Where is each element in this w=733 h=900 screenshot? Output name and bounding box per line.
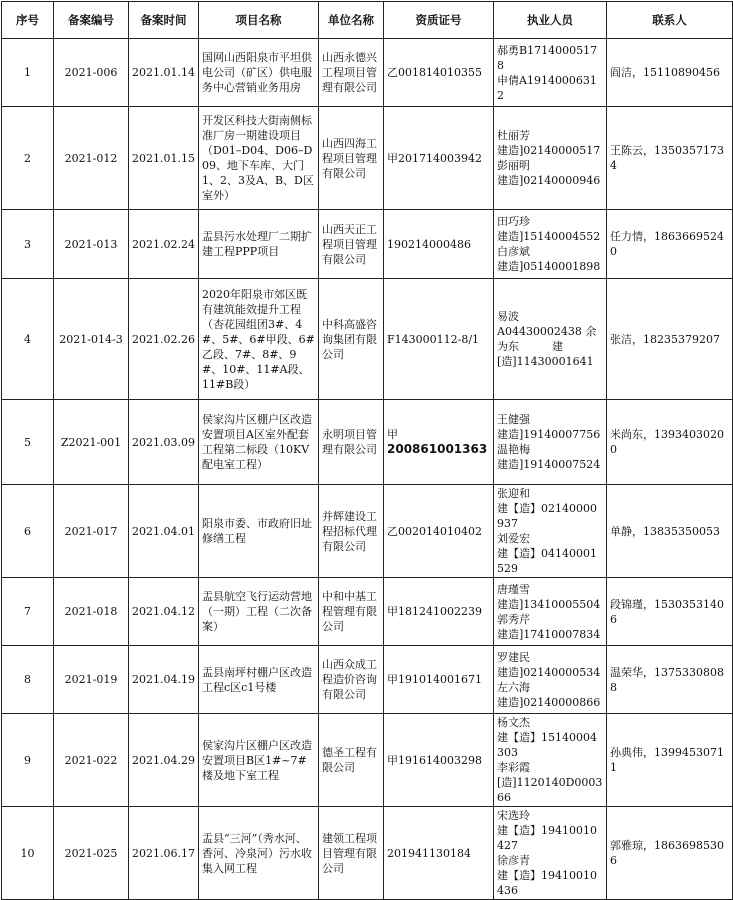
header-date: 备案时间 [129, 2, 199, 39]
record-code: Z2021-001 [54, 400, 129, 485]
practitioner-line: 张迎和 [497, 487, 530, 500]
practitioner-line: 建造]19140007756 [497, 428, 601, 441]
record-date: 2021.02.24 [129, 210, 199, 279]
contact: 单静，13835350053 [607, 485, 733, 578]
header-unit: 单位名称 [319, 2, 384, 39]
practitioner-line: 杜丽芳 [497, 129, 530, 142]
unit-name: 建领工程项目管理有限公司 [319, 807, 384, 900]
cert-number: 甲201714003942 [384, 107, 494, 210]
row-number: 2 [2, 107, 54, 210]
practitioner-line: 建造]02140000866 [497, 695, 601, 709]
row-number: 6 [2, 485, 54, 578]
cert-number: F143000112-8/1 [384, 279, 494, 400]
practitioner-line: 唐瑾雪 [497, 582, 530, 596]
practitioner-line: 李彩霞 [497, 761, 530, 774]
table-row [2, 400, 733, 485]
project-name: 盂县“三河”（秀水河、香河、冷泉河）污水收集入网工程 [199, 807, 319, 900]
table-row [2, 578, 733, 646]
table-row [2, 646, 733, 714]
practitioners [494, 279, 607, 400]
cert-number: 190214000486 [384, 210, 494, 279]
unit-name: 永明项目管理有限公司 [319, 400, 384, 485]
table-row [2, 714, 733, 807]
practitioner-line: 建造]02140000946 [497, 174, 601, 187]
record-date: 2021.04.12 [129, 578, 199, 646]
practitioner-line: 王健强 [497, 413, 530, 426]
practitioners [494, 807, 607, 900]
record-code: 2021-017 [54, 485, 129, 578]
row-number: 10 [2, 807, 54, 900]
table-row [2, 279, 733, 400]
practitioners [494, 714, 607, 807]
practitioner-line: 刘爱宏 [497, 532, 530, 545]
project-name: 侯家沟片区棚户区改造安置项目B区1#~7#楼及地下室工程 [199, 714, 319, 807]
practitioners [494, 210, 607, 279]
record-code: 2021-019 [54, 646, 129, 714]
record-date: 2021.04.29 [129, 714, 199, 807]
unit-name: 中科高盛咨询集团有限公司 [319, 279, 384, 400]
contact: 任力情，18636695240 [607, 210, 733, 279]
practitioner-line: 宋选玲 [497, 809, 530, 822]
cert-number: 乙001814010355 [384, 39, 494, 107]
practitioner-line: 建造]15140004552 [497, 230, 601, 243]
record-date: 2021.06.17 [129, 807, 199, 900]
record-date: 2021.01.15 [129, 107, 199, 210]
header-cert: 资质证号 [384, 2, 494, 39]
unit-name: 山西永德兴工程项目管理有限公司 [319, 39, 384, 107]
header-code: 备案编号 [54, 2, 129, 39]
practitioners [494, 578, 607, 646]
practitioner-line: 建造]02140000517 [497, 144, 601, 157]
practitioner-line: [造]1120140D000366 [497, 776, 603, 804]
practitioner-line: 彭丽明 [497, 159, 530, 172]
practitioners [494, 646, 607, 714]
practitioner-line: 建造]19140007524 [497, 458, 601, 471]
practitioners [494, 400, 607, 485]
practitioners [494, 485, 607, 578]
contact: 段锦瑾，15303531406 [607, 578, 733, 646]
practitioner-line: 建造]05140001898 [497, 260, 601, 273]
contact: 阎洁，15110890456 [607, 39, 733, 107]
practitioner-line: 罗建民 [497, 650, 530, 664]
record-code: 2021-012 [54, 107, 129, 210]
practitioner-line: 徐彦青 [497, 854, 530, 867]
unit-name: 并辉建设工程招标代理有限公司 [319, 485, 384, 578]
header-contact: 联系人 [607, 2, 733, 39]
project-name: 阳泉市委、市政府旧址修缮工程 [199, 485, 319, 578]
table-row [2, 210, 733, 279]
row-number: 1 [2, 39, 54, 107]
project-name: 盂县航空飞行运动营地（一期）工程（二次备案） [199, 578, 319, 646]
contact: 张洁，18235379207 [607, 279, 733, 400]
practitioner-line: 温艳梅 [497, 443, 530, 456]
project-name: 开发区科技大街南侧标准厂房一期建设项目（D01–D04、D06–D09、地下车库、大门1、2、3及A、B、D区室外） [199, 107, 319, 210]
row-number: 5 [2, 400, 54, 485]
cert-number [384, 400, 494, 485]
header-no: 序号 [2, 2, 54, 39]
cert-value: 200861001363 [387, 442, 488, 456]
practitioner-line: 白彦斌 [497, 245, 530, 258]
row-number: 3 [2, 210, 54, 279]
record-code: 2021-014-3 [54, 279, 129, 400]
registration-table [1, 1, 733, 900]
practitioners [494, 107, 607, 210]
record-code: 2021-013 [54, 210, 129, 279]
unit-name: 山西四海工程项目管理有限公司 [319, 107, 384, 210]
record-code: 2021-025 [54, 807, 129, 900]
record-code: 2021-018 [54, 578, 129, 646]
practitioner-line: 郭秀芹 [497, 612, 530, 626]
header-row [2, 2, 733, 39]
cert-prefix: 甲 [387, 428, 398, 441]
unit-name: 山西众成工程造价咨询有限公司 [319, 646, 384, 714]
unit-name: 中和中基工程管理有限公司 [319, 578, 384, 646]
contact: 郭雅琼，18636985306 [607, 807, 733, 900]
unit-name: 山西天正工程项目管理有限公司 [319, 210, 384, 279]
row-number: 8 [2, 646, 54, 714]
contact: 米尚东，13934030200 [607, 400, 733, 485]
record-date: 2021.04.19 [129, 646, 199, 714]
cert-number: 甲191614003298 [384, 714, 494, 807]
practitioner-line: 建【造】02140000937 [497, 502, 597, 530]
practitioner-line: 田巧珍 [497, 215, 530, 228]
table-row [2, 807, 733, 900]
practitioner-line: 建【造】15140004303 [497, 731, 597, 759]
practitioner-line: [造]11430001641 [497, 355, 594, 368]
practitioner-line: A04430002438 余为东 建 [497, 325, 597, 353]
table-row [2, 107, 733, 210]
project-name: 国网山西阳泉市平坦供电公司（矿区）供电服务中心营销业务用房 [199, 39, 319, 107]
practitioner-line: 杨文杰 [497, 716, 530, 729]
row-number: 9 [2, 714, 54, 807]
record-date: 2021.02.26 [129, 279, 199, 400]
record-date: 2021.01.14 [129, 39, 199, 107]
contact: 温荣华，13753308088 [607, 646, 733, 714]
contact: 王陈云，13503571734 [607, 107, 733, 210]
practitioner-line: 申倩A19140006312 [497, 73, 597, 102]
row-number: 4 [2, 279, 54, 400]
row-number: 7 [2, 578, 54, 646]
practitioner-line: 左六海 [497, 680, 530, 694]
record-code: 2021-022 [54, 714, 129, 807]
cert-number: 乙002014010402 [384, 485, 494, 578]
header-persons: 执业人员 [494, 2, 607, 39]
project-name: 盂县南坪村棚户区改造工程c区c1号楼 [199, 646, 319, 714]
record-date: 2021.03.09 [129, 400, 199, 485]
practitioners [494, 39, 607, 107]
practitioner-line: 建【造】04140001529 [497, 547, 597, 575]
header-project: 项目名称 [199, 2, 319, 39]
cert-number: 甲191014001671 [384, 646, 494, 714]
practitioner-line: 建【造】19410010436 [497, 869, 597, 897]
practitioner-line: 郝勇B17140005178 [497, 43, 598, 72]
practitioner-line: 建造]02140000534 [497, 665, 601, 679]
practitioner-line: 建【造】19410010427 [497, 824, 597, 852]
unit-name: 德圣工程有限公司 [319, 714, 384, 807]
practitioner-line: 建造]17410007834 [497, 627, 601, 641]
cert-number: 甲181241002239 [384, 578, 494, 646]
table-row [2, 485, 733, 578]
record-date: 2021.04.01 [129, 485, 199, 578]
cert-number: 201941130184 [384, 807, 494, 900]
practitioner-line: 建造]13410005504 [497, 597, 601, 611]
record-code: 2021-006 [54, 39, 129, 107]
practitioner-line: 易波 [497, 310, 519, 323]
table-row [2, 39, 733, 107]
contact: 孙典伟，13994530711 [607, 714, 733, 807]
project-name: 2020年阳泉市郊区既有建筑能效提升工程（杏花园组团3#、4#、5#、6#甲段、6#乙段、7#、8#、9#、10#、11#A段、11#B段） [199, 279, 319, 400]
project-name: 盂县污水处理厂二期扩建工程PPP项目 [199, 210, 319, 279]
project-name: 侯家沟片区棚户区改造安置项目A区室外配套工程第二标段（10KV配电室工程） [199, 400, 319, 485]
